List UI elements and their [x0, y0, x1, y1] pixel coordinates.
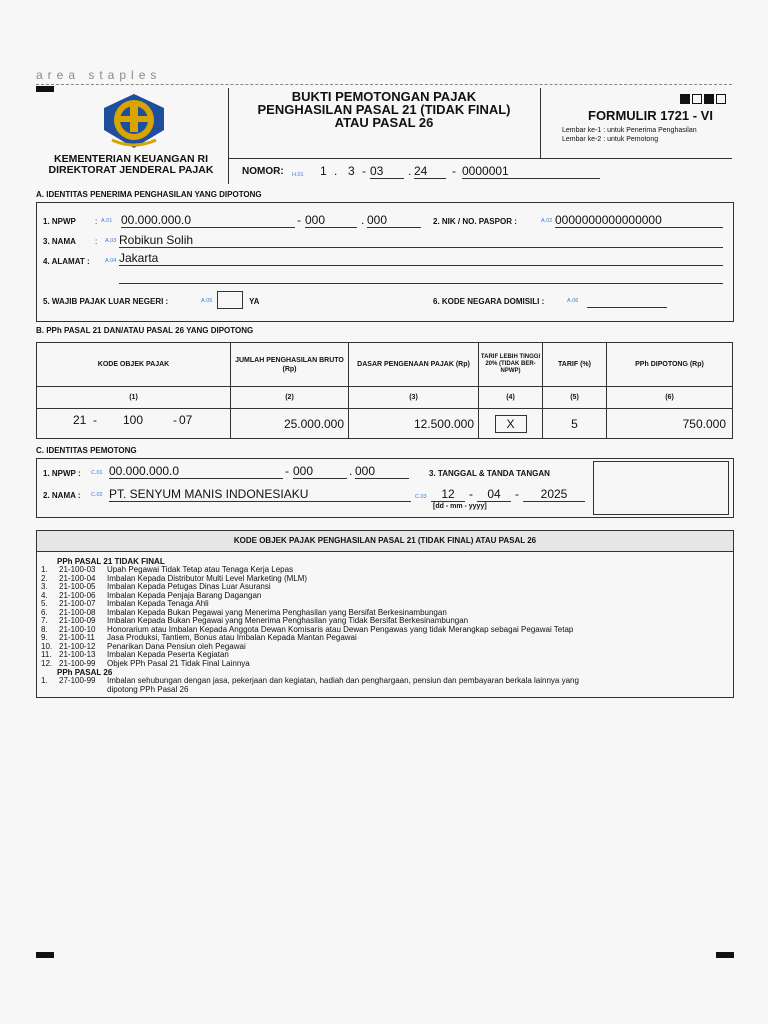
- tanggal-code: C.03: [415, 494, 427, 500]
- signature-box[interactable]: [593, 461, 729, 515]
- sheet1-note: Lembar ke-1 : untuk Penerima Penghasilan: [562, 127, 697, 134]
- npwp-label: 1. NPWP: [43, 217, 76, 226]
- section-c-title: C. IDENTITAS PEMOTONG: [36, 446, 137, 455]
- col-header-dpp: DASAR PENGENAAN PAJAK (Rp): [349, 343, 479, 387]
- alamat-code: A.04: [105, 258, 117, 264]
- alamat-label: 4. ALAMAT :: [43, 257, 90, 266]
- nik-code: A.02: [541, 218, 553, 224]
- nomor-part-b[interactable]: 3: [348, 164, 355, 178]
- nama-field[interactable]: Robikun Solih: [119, 233, 723, 248]
- staple-area-label: area staples: [36, 68, 162, 82]
- pemotong-npwp-code: C.01: [91, 470, 103, 476]
- tarif-lebih-checkbox[interactable]: X: [495, 415, 527, 433]
- tarif-lebih-cell: [479, 409, 543, 439]
- pemotong-npwp-label: 1. NPWP :: [43, 469, 81, 478]
- col-number: (2): [231, 387, 349, 409]
- list-item: 11. 21-100-13 Imbalan Kepada Peserta Kegiatan: [41, 650, 229, 659]
- negara-field[interactable]: [587, 307, 667, 308]
- col-number: (4): [479, 387, 543, 409]
- wp-luar-label: 5. WAJIB PAJAK LUAR NEGERI :: [43, 297, 169, 306]
- list-item: 7. 21-100-09 Imbalan Kepada Bukan Pegawai yang Menerima Penghasilan yang Tidak Bersifat Berkesinambungan: [41, 616, 469, 625]
- kode-objek-cell: 21 - 100 - 07: [37, 409, 231, 439]
- nama-label: 3. NAMA: [43, 237, 76, 246]
- group1-list: [41, 566, 729, 668]
- group2-list: 1. 27-100-99 Imbalan sehubungan dengan jasa, pekerjaan dan kegiatan, hadiah dan penghargaan, pensiun dan pembayaran berkala lainnya yang dipotong PPh Pasal 26: [41, 677, 729, 694]
- tanggal-label: 3. TANGGAL & TANDA TANGAN: [429, 469, 550, 478]
- tanggal-yyyy[interactable]: 2025: [523, 487, 585, 502]
- nik-field[interactable]: 0000000000000000: [555, 213, 723, 228]
- nomor-part-d[interactable]: 24: [414, 164, 446, 179]
- nomor-code: H.01: [292, 172, 304, 178]
- section-a-box: 1. NPWP : A.01 00.000.000.0 - 000 . 000 2. NIK / NO. PASPOR : A.02 0000000000000000 3. NAMA : A.03 Robikun Solih 4. ALAMAT : A.04 Jakarta 5. WAJIB PAJAK LUAR NEGERI : A.05 YA 6. KODE NEGARA DOMISILI : A.06: [36, 202, 734, 322]
- list-item: 1. 21-100-03 Upah Pegawai Tidak Tetap atau Tenaga Kerja Lepas: [41, 565, 294, 574]
- list-item: 12. 21-100-99 Objek PPh Pasal 21 Tidak Final Lainnya: [41, 658, 250, 668]
- negara-label: 6. KODE NEGARA DOMISILI :: [433, 297, 545, 306]
- form-title: BUKTI PEMOTONGAN PAJAK PENGHASILAN PASAL 21 (TIDAK FINAL) ATAU PASAL 26: [257, 89, 511, 130]
- npwp-field-1[interactable]: 00.000.000.0: [121, 213, 295, 228]
- bruto-cell[interactable]: 25.000.000: [231, 409, 349, 439]
- djp-logo: [94, 90, 174, 154]
- group1-title: PPh PASAL 21 TIDAK FINAL: [57, 557, 165, 566]
- section-c-box: 1. NPWP : C.01 00.000.000.0 - 000 . 000 3. TANGGAL & TANDA TANGAN 2. NAMA : C.02 PT. SENYUM MANIS INDONESIAKU C.03 12 - 04 - 2025 [dd - mm - yyyy]: [36, 458, 734, 518]
- pemotong-npwp-field-1[interactable]: 00.000.000.0: [109, 464, 283, 479]
- col-header-tarif: TARIF (%): [543, 343, 607, 387]
- date-format-hint: [dd - mm - yyyy]: [433, 503, 487, 510]
- list-item: 5. 21-100-07 Imbalan Kepada Tenaga Ahli: [41, 599, 209, 608]
- col-header-kode: KODE OBJEK PAJAK: [37, 343, 231, 387]
- ya-label: YA: [249, 297, 260, 306]
- section-b-title: B. PPh PASAL 21 DAN/ATAU PASAL 26 YANG DIPOTONG: [36, 326, 254, 335]
- nik-label: 2. NIK / NO. PASPOR :: [433, 217, 517, 226]
- nama-code: A.03: [105, 238, 117, 244]
- list-item: 8. 21-100-10 Honorarium atau Imbalan Kepada Anggota Dewan Komisaris atau Dewan Pengawas yang tidak Merangkap sebagai Pegawai Tetap: [41, 624, 574, 634]
- registration-mark: [36, 952, 54, 958]
- negara-code: A.06: [567, 298, 579, 304]
- tanggal-dd[interactable]: 12: [431, 487, 465, 502]
- directorate-name: DIREKTORAT JENDERAL PAJAK: [48, 164, 214, 176]
- sheet2-note: Lembar ke-2 : untuk Pemotong: [562, 136, 659, 143]
- group2-title: PPh PASAL 26: [57, 668, 113, 677]
- dpp-cell[interactable]: 12.500.000: [349, 409, 479, 439]
- nomor-part-e[interactable]: 0000001: [462, 164, 600, 179]
- registration-mark: [716, 952, 734, 958]
- nomor-part-c[interactable]: 03: [370, 164, 404, 179]
- list-item: 2. 21-100-04 Imbalan Kepada Distributor Multi Level Marketing (MLM): [41, 573, 308, 583]
- list-item: 3. 21-100-05 Imbalan Kepada Petugas Dinas Luar Asuransi: [41, 582, 271, 591]
- col-number: (6): [607, 387, 733, 409]
- col-header-bruto: JUMLAH PENGHASILAN BRUTO (Rp): [231, 343, 349, 387]
- pemotong-npwp-field-2[interactable]: 000: [293, 464, 347, 479]
- kode-part-2[interactable]: 100: [123, 413, 144, 427]
- pemotong-nama-code: C.02: [91, 492, 103, 498]
- tanggal-mm[interactable]: 04: [477, 487, 511, 502]
- col-number: (5): [543, 387, 607, 409]
- list-item: 10. 21-100-12 Penarikan Dana Pensiun oleh Pegawai: [41, 641, 246, 651]
- form-barcode-icon: [680, 94, 726, 104]
- tarif-cell[interactable]: 5: [543, 409, 607, 439]
- wp-luar-code: A.05: [201, 298, 213, 304]
- nomor-part-a[interactable]: 1: [320, 164, 327, 178]
- col-header-pph: PPh DIPOTONG (Rp): [607, 343, 733, 387]
- nomor-label: NOMOR:: [242, 166, 284, 177]
- wp-luar-checkbox[interactable]: [217, 291, 243, 309]
- list-item: 4. 21-100-06 Imbalan Kepada Penjaja Barang Dagangan: [41, 590, 262, 600]
- staple-cut-line: [36, 84, 732, 85]
- form-code: FORMULIR 1721 - VI: [588, 108, 713, 123]
- list-item: 6. 21-100-08 Imbalan Kepada Bukan Pegawai yang Menerima Penghasilan yang Bersifat Berkesinambungan: [41, 607, 447, 617]
- kode-part-1[interactable]: 21: [73, 413, 87, 427]
- ministry-name: KEMENTERIAN KEUANGAN RI: [53, 153, 208, 165]
- kode-part-3[interactable]: 07: [179, 413, 193, 427]
- alamat-line-2[interactable]: [119, 283, 723, 284]
- col-header-tarif-lebih: TARIF LEBIH TINGGI 20% (TIDAK BER-NPWP): [479, 343, 543, 387]
- pph-cell[interactable]: 750.000: [607, 409, 733, 439]
- kode-objek-title: KODE OBJEK PAJAK PENGHASILAN PASAL 21 (TIDAK FINAL) ATAU PASAL 26: [233, 536, 537, 545]
- alamat-field[interactable]: Jakarta: [119, 251, 723, 266]
- pemotong-nama-field[interactable]: PT. SENYUM MANIS INDONESIAKU: [109, 487, 411, 502]
- pemotong-npwp-field-3[interactable]: 000: [355, 464, 409, 479]
- section-a-title: A. IDENTITAS PENERIMA PENGHASILAN YANG DIPOTONG: [36, 190, 262, 199]
- pph-table: [36, 342, 732, 438]
- npwp-field-2[interactable]: 000: [305, 213, 357, 228]
- col-number: (1): [37, 387, 231, 409]
- list-item: 1. 27-100-99 Imbalan sehubungan dengan jasa, pekerjaan dan kegiatan, hadiah dan penghargaan, pensiun dan pembayaran berkala lainnya yang: [41, 676, 579, 685]
- pemotong-nama-label: 2. NAMA :: [43, 491, 81, 500]
- npwp-code: A.01: [101, 218, 113, 224]
- npwp-field-3[interactable]: 000: [367, 213, 421, 228]
- form-header: KEMENTERIAN KEUANGAN RI DIREKTORAT JENDERAL PAJAK BUKTI PEMOTONGAN PAJAK PENGHASILAN PASAL 21 (TIDAK FINAL) ATAU PASAL 26 FORMULIR 1721 - VI Lembar ke-1 : untuk Penerima Penghasilan Lembar ke-2 : untuk Pemotong NOMOR: H.01 1 . 3 - 03 . 24 - 0000001: [36, 88, 732, 184]
- list-item: 9. 21-100-11 Jasa Produksi, Tantiem, Bonus atau Imbalan Kepada Mantan Pegawai: [41, 633, 357, 642]
- col-number: (3): [349, 387, 479, 409]
- kode-objek-box: [36, 530, 734, 698]
